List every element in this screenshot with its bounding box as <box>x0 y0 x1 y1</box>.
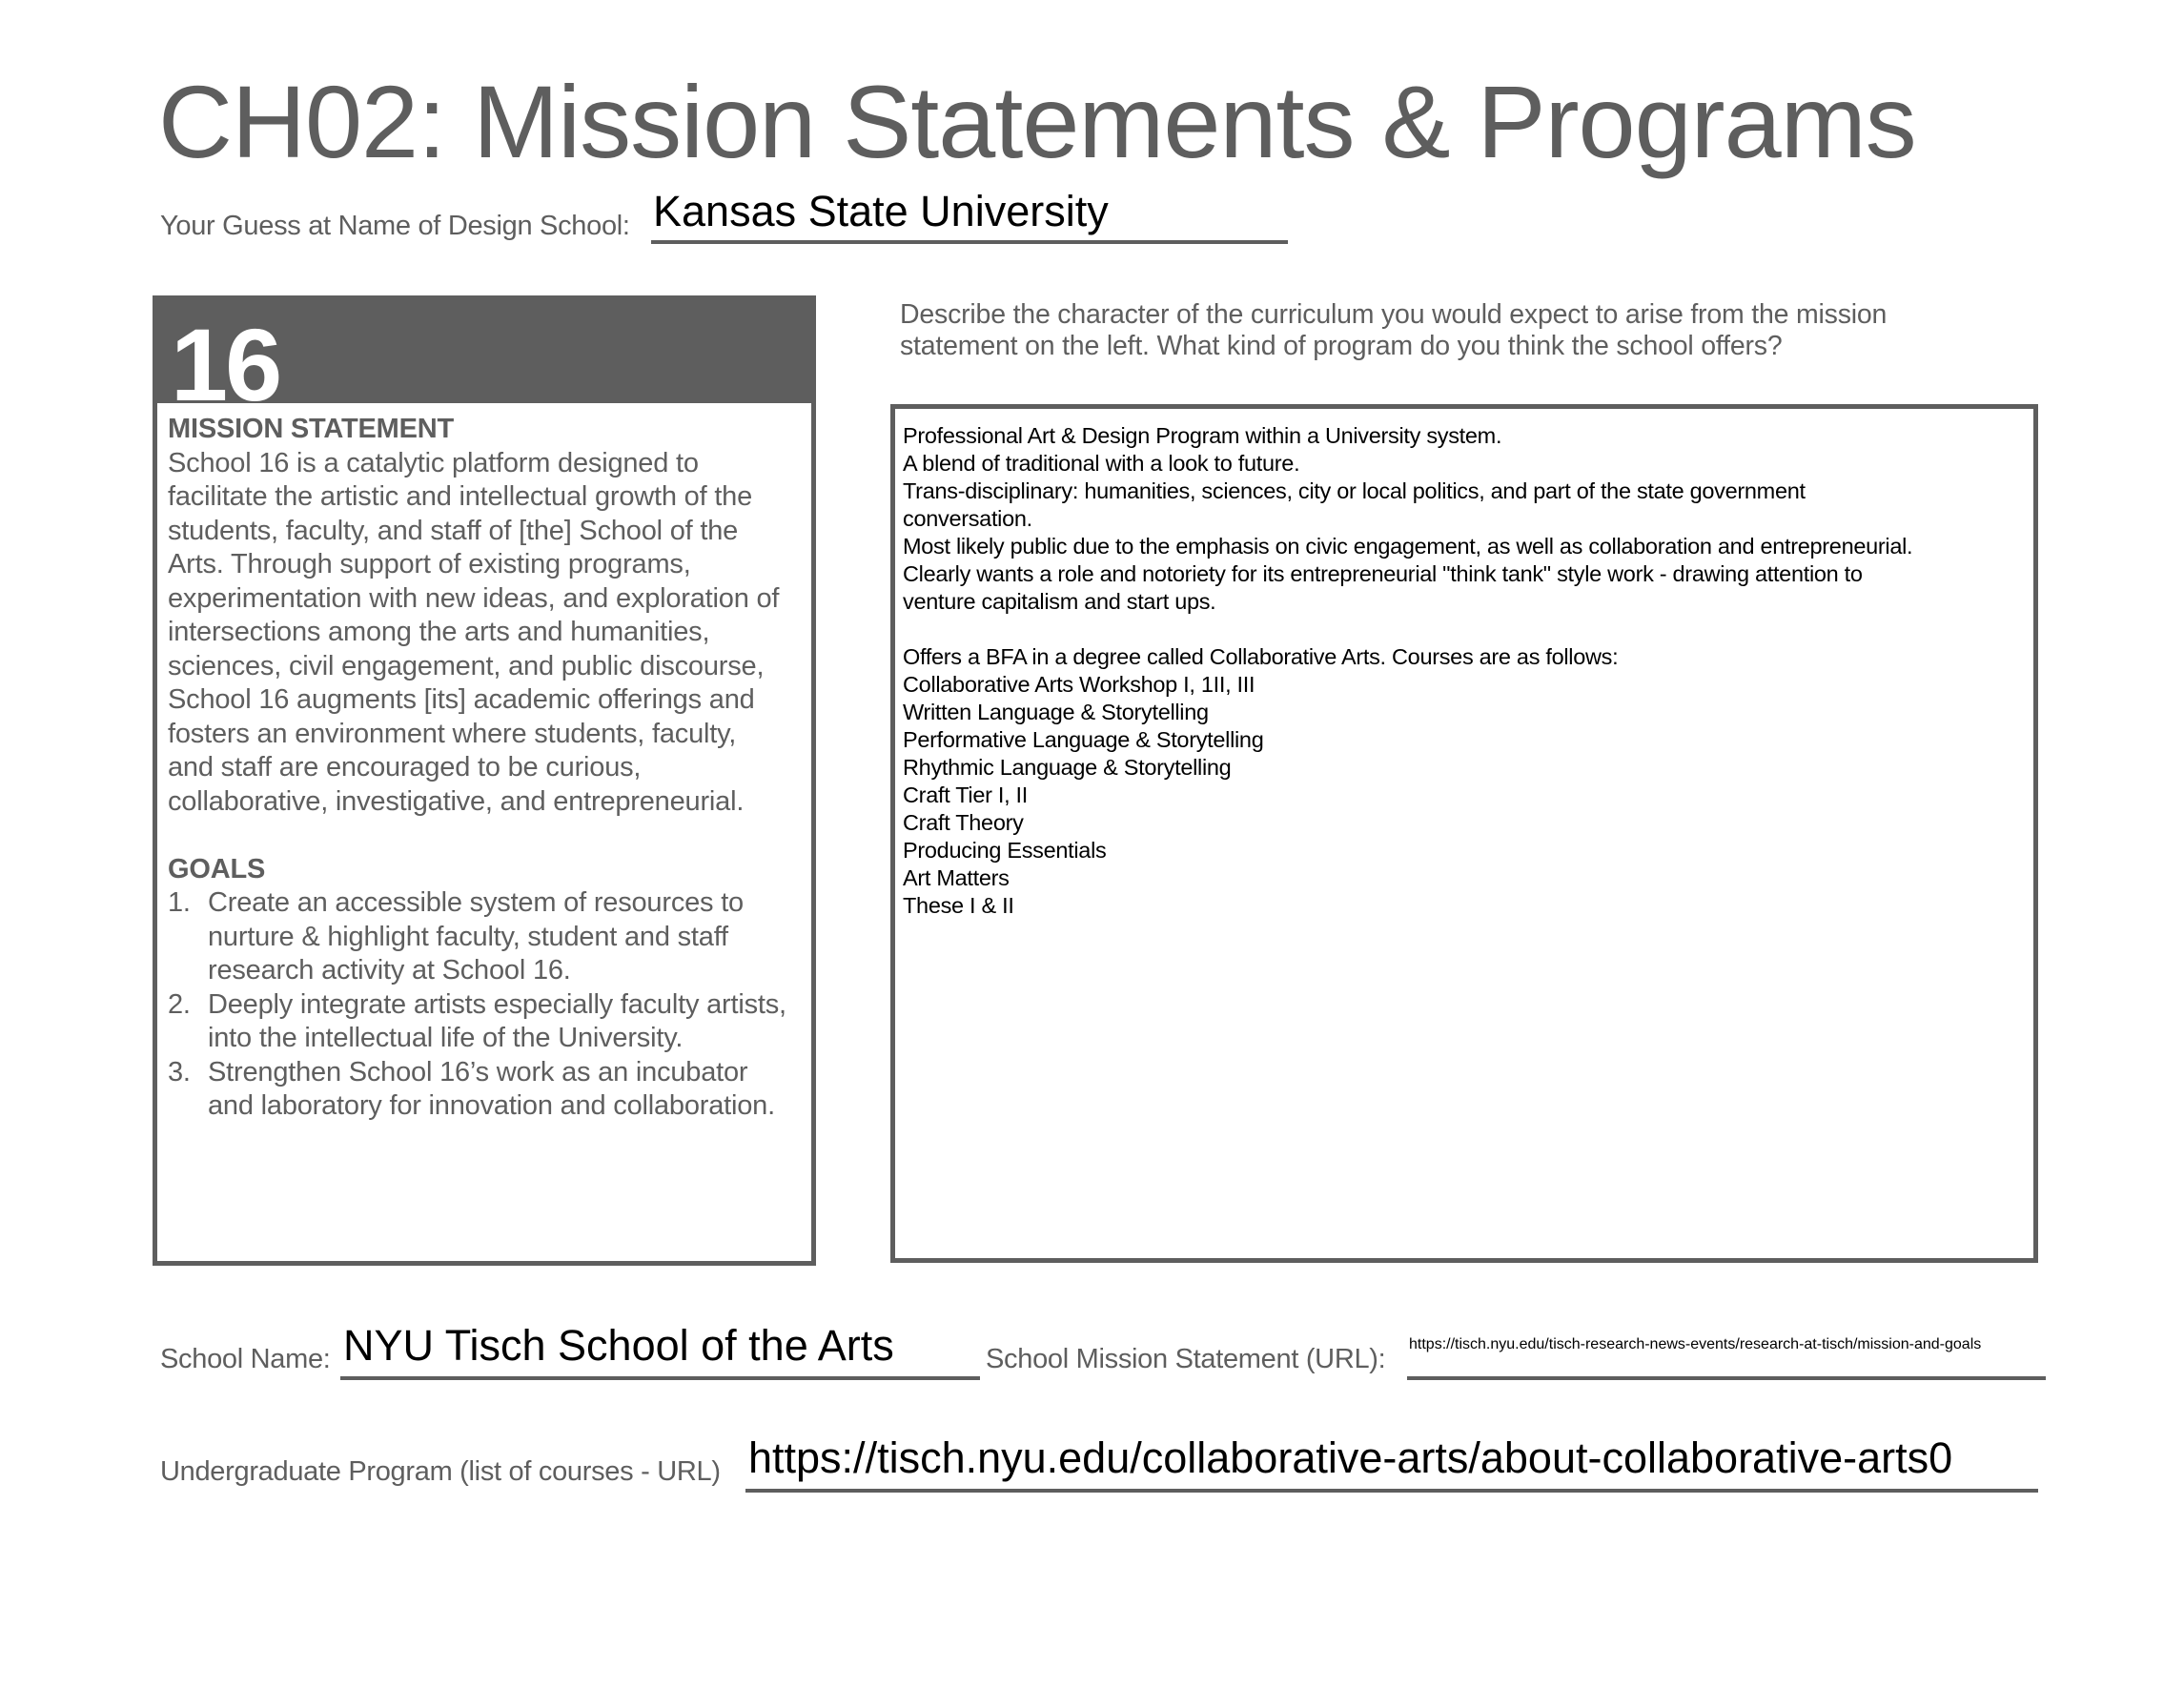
school-name-underline <box>340 1376 980 1380</box>
prompt-line: statement on the left. What kind of program do you think the school offers? <box>900 331 1783 361</box>
mission-line: intersections among the arts and humanities, <box>168 617 710 647</box>
guess-label: Your Guess at Name of Design School: <box>160 211 630 241</box>
goal-line: Strengthen School 16’s work as an incubator <box>208 1056 748 1087</box>
undergrad-program-label: Undergraduate Program (list of courses - URL) <box>160 1456 721 1487</box>
mission-card <box>153 295 816 1266</box>
response-line: Performative Language & Storytelling <box>903 727 1264 752</box>
mission-line: Arts. Through support of existing programs, <box>168 549 691 579</box>
mission-line: and staff are encouraged to be curious, <box>168 752 642 783</box>
goal-line: research activity at School 16. <box>208 955 571 986</box>
response-line: These I & II <box>903 893 1014 918</box>
response-line: A blend of traditional with a look to future. <box>903 451 1300 476</box>
mission-url-label: School Mission Statement (URL): <box>986 1344 1386 1374</box>
response-line: Producing Essentials <box>903 838 1107 863</box>
spacer <box>168 819 806 853</box>
page-title: CH02: Mission Statements & Programs <box>158 64 1916 179</box>
response-line: Professional Art & Design Program within a University system. <box>903 423 1502 448</box>
goal-line: and laboratory for innovation and collaboration. <box>208 1090 775 1121</box>
goal-number: 3. <box>168 1056 191 1087</box>
goal-number: 1. <box>168 887 191 918</box>
response-line: Written Language & Storytelling <box>903 700 1209 724</box>
goal-line: nurture & highlight faculty, student and staff <box>208 921 728 952</box>
mission-line: students, faculty, and staff of [the] School of the <box>168 515 739 546</box>
goal-line: Deeply integrate artists especially faculty artists, <box>208 988 786 1020</box>
mission-line: School 16 augments [its] academic offerings and <box>168 684 755 715</box>
undergrad-program-field[interactable]: https://tisch.nyu.edu/collaborative-arts/about-collaborative-arts0 <box>748 1433 1953 1482</box>
response-line: Collaborative Arts Workshop I, 1II, III <box>903 672 1255 697</box>
mission-line: sciences, civil engagement, and public discourse, <box>168 650 765 681</box>
response-text <box>903 422 2028 920</box>
response-textarea[interactable] <box>890 404 2038 1263</box>
school-name-field[interactable]: NYU Tisch School of the Arts <box>343 1321 894 1370</box>
guess-underline <box>651 240 1288 244</box>
mission-line: fosters an environment where students, faculty, <box>168 718 737 749</box>
goal-number: 2. <box>168 988 191 1020</box>
response-line: Trans-disciplinary: humanities, sciences, city or local politics, and part of the state government <box>903 478 1806 503</box>
goal-item <box>168 988 806 1056</box>
response-line: Clearly wants a role and notoriety for its entrepreneurial "think tank" style work - drawing attention to <box>903 561 1863 586</box>
mission-heading: MISSION STATEMENT <box>168 414 455 444</box>
curriculum-prompt <box>900 299 2025 362</box>
undergrad-program-underline <box>745 1489 2038 1493</box>
goal-line: into the intellectual life of the University. <box>208 1023 684 1053</box>
mission-line: experimentation with new ideas, and exploration of <box>168 582 780 614</box>
response-line: Rhythmic Language & Storytelling <box>903 755 1232 780</box>
mission-line: collaborative, investigative, and entrepreneurial. <box>168 785 745 817</box>
goal-item <box>168 1056 806 1124</box>
goal-item <box>168 886 806 988</box>
prompt-line: Describe the character of the curriculum you would expect to arise from the mission <box>900 299 1888 330</box>
response-line: Offers a BFA in a degree called Collaborative Arts. Courses are as follows: <box>903 644 1619 669</box>
school-number: 16 <box>171 307 280 422</box>
goal-line: Create an accessible system of resources to <box>208 887 744 918</box>
response-line: venture capitalism and start ups. <box>903 589 1216 614</box>
response-line: Art Matters <box>903 865 1010 890</box>
response-line: Craft Tier I, II <box>903 783 1029 807</box>
mission-card-body <box>168 413 806 1124</box>
guess-field[interactable]: Kansas State University <box>653 187 1109 235</box>
goals-list <box>168 886 806 1124</box>
mission-line: facilitate the artistic and intellectual growth of the <box>168 481 753 512</box>
response-line: Craft Theory <box>903 810 1024 835</box>
school-name-label: School Name: <box>160 1344 331 1374</box>
response-line <box>903 616 2028 643</box>
mission-url-field[interactable]: https://tisch.nyu.edu/tisch-research-news-events/research-at-tisch/mission-and-goals <box>1409 1336 1982 1352</box>
response-line: conversation. <box>903 506 1032 531</box>
goals-heading: GOALS <box>168 853 266 884</box>
mission-url-underline <box>1407 1376 2046 1380</box>
mission-line: School 16 is a catalytic platform designed to <box>168 447 699 478</box>
response-line: Most likely public due to the emphasis on civic engagement, as well as collaboration and entrepreneurial. <box>903 534 1913 559</box>
